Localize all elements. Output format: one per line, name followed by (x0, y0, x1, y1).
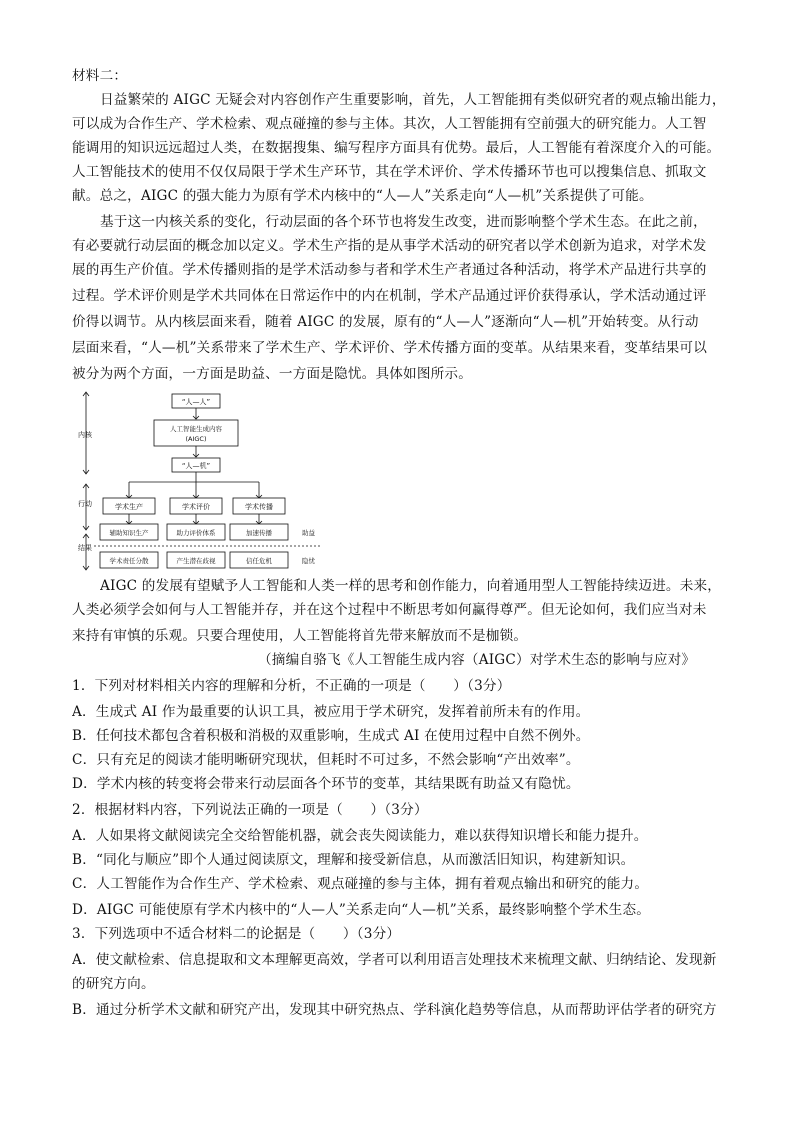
worry-discrimination: 产生潜在歧视 (176, 557, 216, 565)
source-citation: （摘编自骆飞《人工智能生成内容（AIGC）对学术生态的影响与应对》 (258, 652, 696, 668)
question-1-option-c: C．只有充足的阅读才能明晰研究现状，但耗时不可过多，不然会影响“产出效率”。 (72, 752, 580, 768)
paragraph-2-line: 展的再生产价值。学术传播则指的是学术活动参与者和学术生产者通过各种活动，将学术产品进行共享的 (72, 262, 707, 278)
worry-label: 隐忧 (302, 557, 315, 565)
paragraph-3-line: 人类必须学会如何与人工智能并存，并在这个过程中不断思考如何赢得尊严。但无论如何，我们应当对未 (72, 602, 707, 618)
action-dissemination: 学术传播 (245, 503, 273, 511)
paragraph-1-line: 人工智能技术的使用不仅仅局限于学术生产环节，其在学术评价、学术传播环节也可以搜集信息、抓取文 (72, 164, 707, 180)
worry-responsibility: 学术责任分散 (109, 557, 149, 565)
level-label-result: 结果 (78, 544, 92, 552)
level-label-core: 内核 (78, 431, 92, 439)
material-heading: 材料二： (72, 68, 128, 84)
benefit-knowledge-production: 辅助知识生产 (109, 529, 149, 537)
question-2-option-c: C．人工智能作为合作生产、学术检索、观点碰撞的参与主体，拥有着观点输出和研究的能力。 (72, 876, 649, 892)
paragraph-3-line: 来持有审慎的乐观。只要合理使用，人工智能将首先带来解放而不是枷锁。 (72, 628, 528, 644)
question-2-option-d: D．AIGC 可能使原有学术内核中的“人—人”关系走向“人—机”关系，最终影响整个学术生态。 (72, 902, 651, 918)
aigc-structure-diagram (74, 390, 324, 572)
paragraph-2-line: 被分为两个方面，一方面是助益、一方面是隐忧。具体如图所示。 (72, 366, 473, 382)
question-2-option-b: B．“同化与顺应”即个人通过阅读原文，理解和接受新信息，从而激活旧知识，构建新知识。 (72, 852, 635, 868)
question-3-option-a: A．使文献检索、信息提取和文本理解更高效，学者可以利用语言处理技术来梳理文献、归纳结论、发现新 (72, 952, 717, 968)
paragraph-3-line: AIGC 的发展有望赋予人工智能和人类一样的思考和创作能力，向着通用型人工智能持续迈进。未来， (100, 578, 722, 594)
benefit-label: 助益 (302, 529, 315, 537)
paragraph-1-line: 日益繁荣的 AIGC 无疑会对内容创作产生重要影响，首先，人工智能拥有类似研究者的观点输出能力， (100, 92, 726, 108)
node-aigc-line1: 人工智能生成内容 (170, 425, 222, 433)
question-3-stem: 3．下列选项中不适合材料二的论据是（ ）（3分） (72, 926, 401, 942)
question-1-option-a: A．生成式 AI 作为最重要的认识工具，被应用于学术研究，发挥着前所未有的作用。 (72, 704, 590, 720)
paragraph-2-line: 基于这一内核关系的变化，行动层面的各个环节也将发生改变，进而影响整个学术生态。在此之前， (100, 214, 707, 230)
benefit-accelerate-spread: 加速传播 (246, 529, 272, 537)
level-label-action: 行动 (78, 500, 92, 508)
paragraph-2-line: 价得以调节。从内核层面来看，随着 AIGC 的发展，原有的“人—人”逐渐向“人—机”开始转变。从行动 (72, 314, 699, 330)
question-3-option-a-cont: 的研究方向。 (72, 976, 155, 992)
paragraph-1-line: 能调用的知识远远超过人类，在数据搜集、编写程序方面具有优势。最后，人工智能有着深度介入的可能。 (72, 140, 721, 156)
paragraph-2-line: 过程。学术评价则是学术共同体在日常运作中的内在机制，学术产品通过评价获得承认，学术活动通过评 (72, 288, 707, 304)
paragraph-1-line: 献。总之，AIGC 的强大能力为原有学术内核中的“人—人”关系走向“人—机”关系提供了可能。 (72, 188, 653, 204)
paragraph-1-line: 可以成为合作生产、学术检索、观点碰撞的参与主体。其次，人工智能拥有空前强大的研究能力。人工智 (72, 116, 707, 132)
paragraph-2-line: 层面来看，“人—机”关系带来了学术生产、学术评价、学术传播方面的变革。从结果来看，变革结果可以 (72, 340, 708, 356)
node-person-person: “人—人” (181, 398, 211, 406)
action-evaluation: 学术评价 (182, 503, 210, 511)
action-production: 学术生产 (115, 503, 143, 511)
question-1-option-d: D．学术内核的转变将会带来行动层面各个环节的变革，其结果既有助益又有隐忧。 (72, 776, 580, 792)
node-person-machine: “人—机” (181, 462, 211, 470)
paragraph-2-line: 有必要就行动层面的概念加以定义。学术生产指的是从事学术活动的研究者以学术创新为追求，对学术发 (72, 238, 707, 254)
question-3-option-b: B．通过分析学术文献和研究产出，发现其中研究热点、学科演化趋势等信息，从而帮助评估学者的研究方 (72, 1002, 717, 1018)
question-1-option-b: B．任何技术都包含着积极和消极的双重影响，生成式 AI 在使用过程中自然不例外。 (72, 728, 590, 744)
question-2-stem: 2．根据材料内容，下列说法正确的一项是（ ）（3分） (72, 802, 428, 818)
question-1-stem: 1．下列对材料相关内容的理解和分析，不正确的一项是（ ）（3分） (72, 678, 511, 694)
worry-trust-crisis: 信任危机 (246, 557, 272, 565)
benefit-evaluation-system: 助力评价体系 (176, 529, 216, 537)
question-2-option-a: A．人如果将文献阅读完全交给智能机器，就会丧失阅读能力，难以获得知识增长和能力提升。 (72, 828, 648, 844)
node-aigc-line2: (AIGC) (185, 435, 207, 443)
